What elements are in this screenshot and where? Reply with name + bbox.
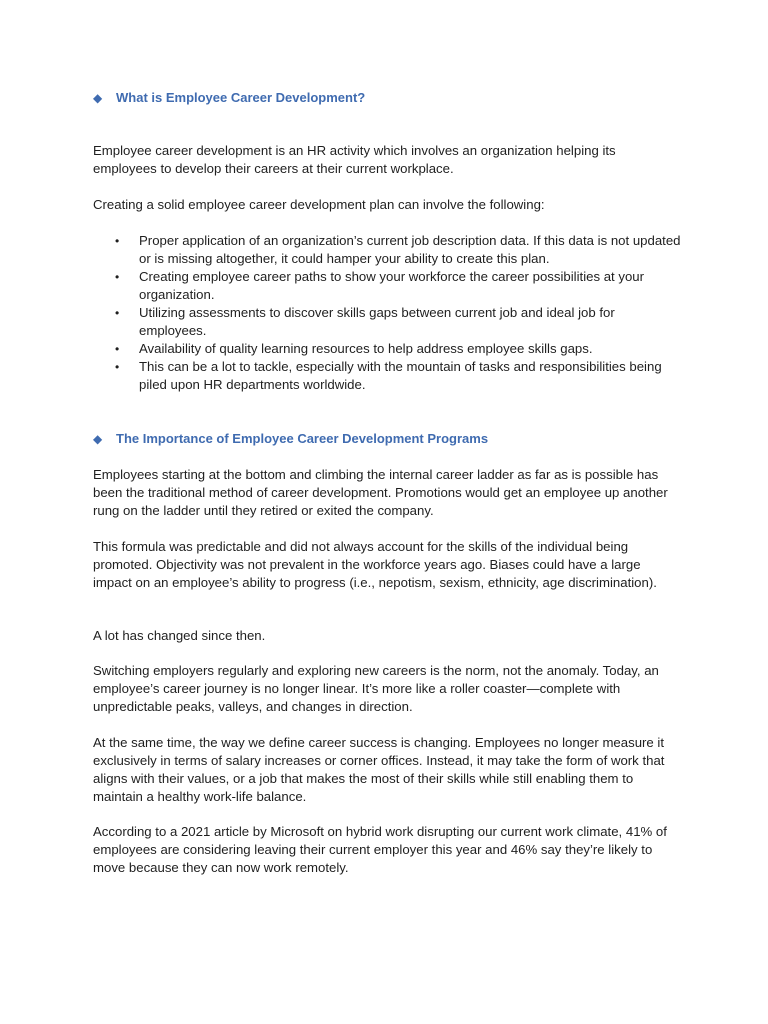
paragraph-microsoft: According to a 2021 article by Microsoft on hybrid work disrupting our current work climate, 41% of employees are considering leaving their current employer this year and 46% say they’re likely to move because they can now work remotely. (93, 824, 667, 875)
list-item-text: Proper application of an organization’s current job description data. If this data is not updated or is missing altogether, it could hamper your ability to create this plan. (139, 233, 681, 266)
list-item-text: Utilizing assessments to discover skills gaps between current job and ideal job for employees. (139, 305, 615, 338)
diamond-bullet-icon: ◆ (93, 91, 103, 105)
section-heading-importance (93, 430, 488, 448)
list-item (93, 232, 683, 268)
bullet-icon: • (115, 234, 120, 248)
bullet-icon: • (115, 342, 120, 356)
diamond-bullet-icon: ◆ (93, 432, 103, 446)
list-item (93, 268, 683, 304)
paragraph-formula: This formula was predictable and did not always account for the skills of the individual being promoted. Objectivity was not prevalent in the workforce years ago. Biases could have a large impact on an employee’s ability to progress (i.e., nepotism, sexism, ethnicity, age discrimination). (93, 539, 657, 590)
section-heading-what-is (93, 89, 365, 107)
bullet-icon: • (115, 306, 120, 320)
list-item (93, 304, 683, 340)
paragraph-definition: Employee career development is an HR activity which involves an organization helping its employees to develop their careers at their current workplace. (93, 143, 616, 176)
list-item-text: This can be a lot to tackle, especially with the mountain of tasks and responsibilities being piled upon HR departments worldwide. (139, 359, 662, 392)
bullet-icon: • (115, 270, 120, 284)
paragraph-plan-intro: Creating a solid employee career development plan can involve the following: (93, 197, 545, 212)
paragraph-switching: Switching employers regularly and exploring new careers is the norm, not the anomaly. Today, an employee’s career journey is no longer linear. It’s more like a roller coaster—complete with unpredictable peaks, valleys, and changes in direction. (93, 663, 659, 714)
list-item-text: Creating employee career paths to show your workforce the career possibilities at your organization. (139, 269, 645, 302)
paragraph-success: At the same time, the way we define career success is changing. Employees no longer measure it exclusively in terms of salary increases or corner offices. Instead, it may take the form of work that aligns with their values, or a job that makes the most of their skills while still enabling them to maintain a healthy work-life balance. (93, 735, 665, 804)
heading-text: What is Employee Career Development? (116, 90, 366, 105)
bullet-icon: • (115, 360, 120, 374)
plan-bullet-list (93, 232, 683, 394)
list-item (93, 358, 683, 394)
list-item-text: Availability of quality learning resources to help address employee skills gaps. (139, 341, 593, 356)
paragraph-changed: A lot has changed since then. (93, 628, 266, 643)
heading-text: The Importance of Employee Career Development Programs (116, 431, 489, 446)
paragraph-traditional-method: Employees starting at the bottom and climbing the internal career ladder as far as is possible has been the traditional method of career development. Promotions would get an employee up another rung on the ladder until they retired or exited the company. (93, 467, 668, 518)
list-item (93, 340, 683, 358)
